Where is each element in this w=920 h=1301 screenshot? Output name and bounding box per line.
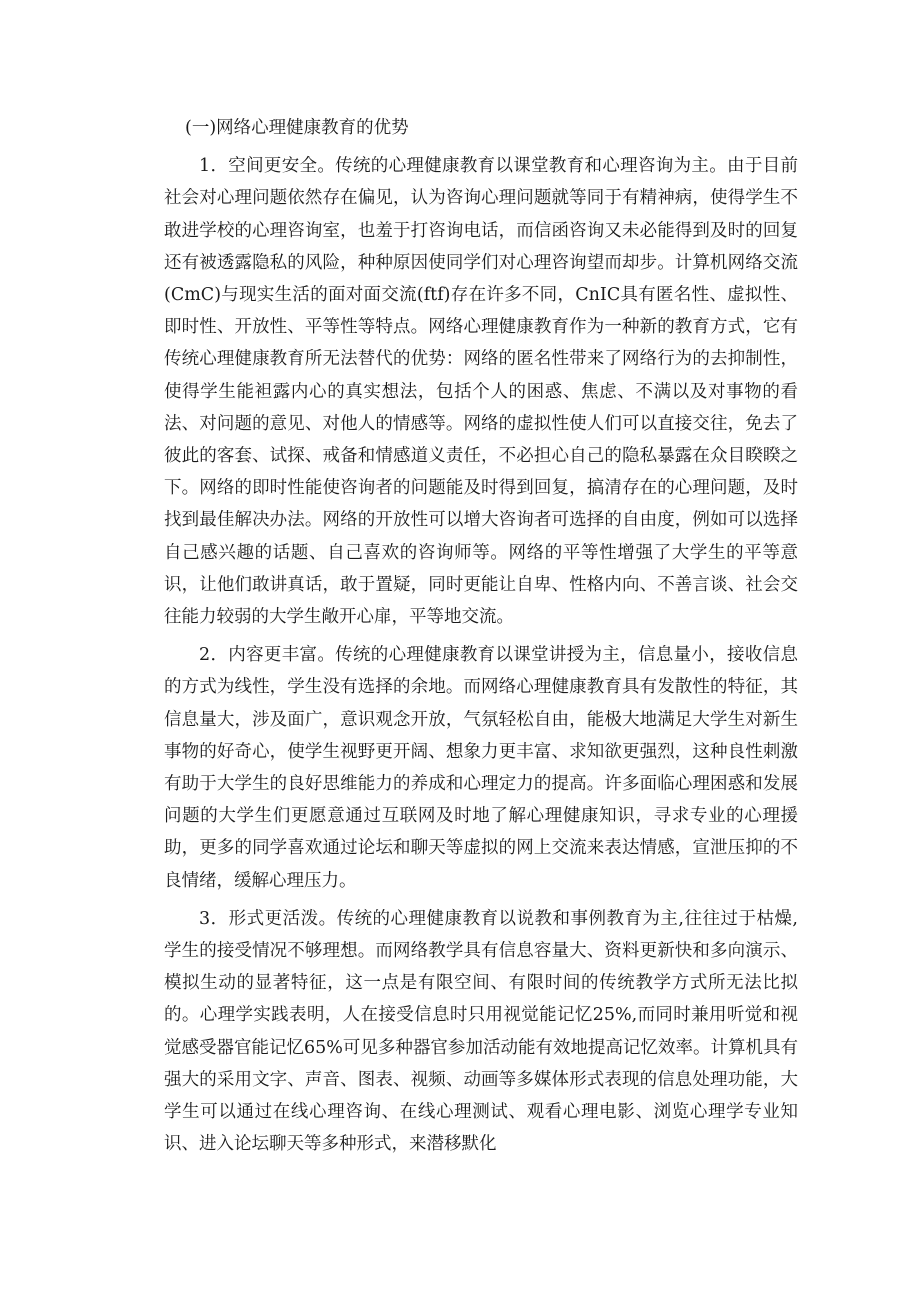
paragraph-form-liveliness: 3．形式更活泼。传统的心理健康教育以说教和事例教育为主,往往过于枯燥,学生的接受情况不够理想。而网络教学具有信息容量大、资料更新快和多向演示、模拟生动的显著特征，这一点是有限空间、有限时间的传统教学方式所无法比拟的。心理学实践表明，人在接受信息时只用视觉能记忆25%,而同时兼用听觉和视觉感受器官能记忆65%可见多种器官参加活动能有效地提高记忆效率。计算机具有强大的采用文字、声音、图表、视频、动画等多媒体形式表现的信息处理功能，大学生可以通过在线心理咨询、在线心理测试、观看心理电影、浏览心理学专业知识、进入论坛聊天等多种形式，来潜移默化 — [164, 908, 798, 1155]
document-body — [164, 112, 798, 1167]
paragraph-space-safety: 1．空间更安全。传统的心理健康教育以课堂教育和心理咨询为主。由于目前社会对心理问题依然存在偏见，认为咨询心理问题就等同于有精神病，使得学生不敢进学校的心理咨询室，也羞于打咨询电话，而信函咨询又未必能得到及时的回复还有被透露隐私的风险，种种原因使同学们对心理咨询望而却步。计算机网络交流(CmC)与现实生活的面对面交流(ftf)存在许多不同，CnIC具有匿名性、虚拟性、即时性、开放性、平等性等特点。网络心理健康教育作为一种新的教育方式，它有传统心理健康教育所无法替代的优势：网络的匿名性带来了网络行为的去抑制性，使得学生能袒露内心的真实想法，包括个人的困惑、焦虑、不满以及对事物的看法、对问题的意见、对他人的情感等。网络的虚拟性使人们可以直接交往，免去了彼此的客套、试探、戒备和情感道义责任，不必担心自己的隐私暴露在众目睽睽之下。网络的即时性能使咨询者的问题能及时得到回复，搞清存在的心理问题，及时找到最佳解决办法。网络的开放性可以增大咨询者可选择的自由度，例如可以选择自己感兴趣的话题、自己喜欢的咨询师等。网络的平等性增强了大学生的平等意识，让他们敢讲真话，敢于置疑，同时更能让自卑、性格内向、不善言谈、社会交往能力较弱的大学生敞开心扉，平等地交流。 — [164, 156, 798, 628]
paragraph-content-richness: 2．内容更丰富。传统的心理健康教育以课堂讲授为主，信息量小，接收信息的方式为线性，学生没有选择的余地。而网络心理健康教育具有发散性的特征，其信息量大，涉及面广，意识观念开放，气氛轻松自由，能极大地满足大学生对新生事物的好奇心，使学生视野更开阔、想象力更丰富、求知欲更强烈，这种良性刺激有助于大学生的良好思维能力的养成和心理定力的提高。许多面临心理困惑和发展问题的大学生们更愿意通过互联网及时地了解心理健康知识，寻求专业的心理援助，更多的同学喜欢通过论坛和聊天等虚拟的网上交流来表达情感，宣泄压抑的不良情绪，缓解心理压力。 — [164, 645, 798, 891]
section-heading: (一)网络心理健康教育的优势 — [185, 118, 409, 138]
